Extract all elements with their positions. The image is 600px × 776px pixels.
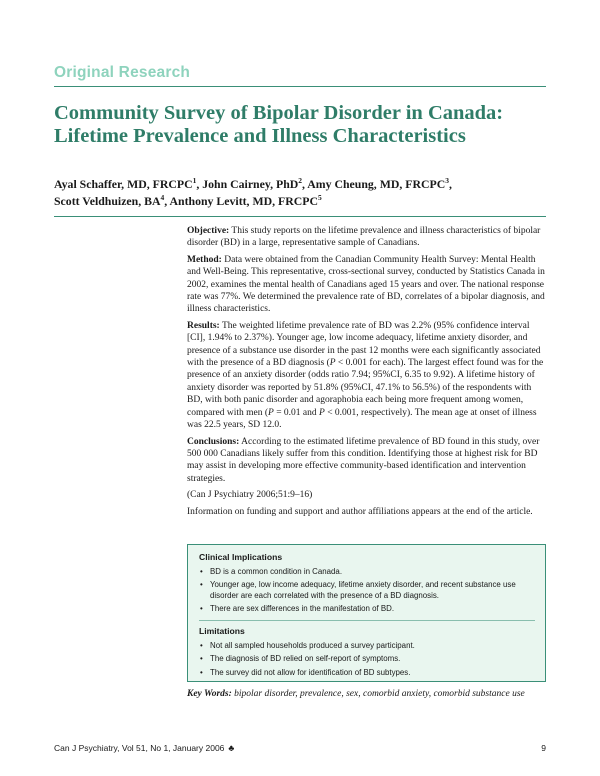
list-item-text: Not all sampled households produced a survey participant.: [210, 641, 415, 651]
section-divider: [54, 86, 546, 87]
list-item-text: There are sex differences in the manifestation of BD.: [210, 603, 395, 613]
bullet-icon: •: [200, 667, 203, 677]
clinical-implications-heading: Clinical Implications: [199, 552, 283, 562]
method-text: Data were obtained from the Canadian Community Health Survey: Mental Health and Well-Being. This representative, cross-sectional survey, conducted by Statistics Canada in 2002, examines the mental health of Canadians aged 15 years and over. The national response rate was 77%. We determined the prevalence rate of BD, correlates of a bipolar diagnosis, and illness characteristics.: [187, 254, 545, 315]
list-item: [199, 580, 535, 601]
abstract: [187, 225, 547, 522]
bullet-icon: •: [200, 567, 203, 576]
list-item-text: Younger age, low income adequacy, lifetime anxiety disorder, and recent substance use disorder are each correlated with the presence of a BD diagnosis.: [210, 580, 516, 600]
maple-leaf-icon: ♣: [228, 743, 235, 753]
limitations-heading: Limitations: [199, 626, 245, 637]
results-text: < 0.001 for each). The largest effect found was for the presence of an anxiety disorder (odds ratio 7.94; 95%CI, 6.35 to 9.92). A lifetime history of anxiety disorder was reported by 51.8% (95%CI, 47.1% to 56.5%) of the respondents with BD, with both panic disorder and agoraphobia each being more frequent among women, compared with men (: [187, 358, 544, 418]
author-list: [54, 176, 544, 210]
bullet-icon: •: [200, 580, 203, 590]
author-affiliation-mark: 3: [445, 176, 449, 185]
list-item: [199, 654, 535, 664]
results-text: = 0.01 and: [273, 407, 320, 418]
p-value-symbol: P: [319, 407, 325, 418]
key-words: [187, 689, 567, 699]
article-title: [54, 102, 554, 148]
p-value-symbol: P: [268, 407, 274, 418]
author-name: Ayal Schaffer, MD, FRCPC: [54, 177, 193, 191]
author-name: Anthony Levitt, MD, FRCPC: [169, 194, 318, 208]
results-text: < 0.001, respectively). The mean age at onset of illness was 22.5 years, SD 12.0.: [187, 407, 537, 431]
section-label: Original Research: [54, 64, 191, 81]
p-value-symbol: P: [329, 358, 336, 369]
author-name: Scott Veldhuizen, BA: [54, 194, 161, 208]
abstract-conclusions: [187, 436, 547, 486]
limitations-list: [199, 641, 535, 678]
list-item-text: The survey did not allow for identification of BD subtypes.: [210, 667, 411, 677]
abstract-objective: [187, 225, 547, 250]
page-number: 9: [541, 743, 546, 753]
author-name: John Cairney, PhD: [202, 177, 299, 191]
author-name: Amy Cheung, MD, FRCPC: [307, 177, 446, 191]
key-words-label: Key Words:: [187, 689, 232, 699]
author-separator: ,: [196, 177, 203, 191]
clinical-implications-list: [199, 567, 535, 614]
results-text: The weighted lifetime prevalence rate of BD was 2.2% (95% confidence interval [CI], 1.94% to 2.37%). Younger age, low income adequacy, lifetime anxiety disorder, and presence of a substance use disorder in the past 12 months were each significantly associated with the presence of a BD diagnosis (: [187, 320, 541, 369]
author-separator: ,: [164, 194, 170, 208]
journal-citation: Can J Psychiatry, Vol 51, No 1, January 2006: [54, 743, 225, 753]
key-words-text: bipolar disorder, prevalence, sex, comorbid anxiety, comorbid substance use: [231, 689, 525, 699]
list-item: [199, 567, 535, 577]
list-item: [199, 668, 535, 678]
author-affiliation-mark: 1: [192, 176, 197, 185]
conclusions-label: Conclusions:: [187, 436, 240, 447]
page-footer: [54, 743, 234, 753]
conclusions-text: According to the estimated lifetime prevalence of BD found in this study, over 500 000 Canadians likely suffer from this condition. Identifying those at highest risk for BD may assist in developing more effective community-based identification and intervention strategies.: [187, 436, 540, 484]
author-affiliation-mark: 2: [298, 176, 303, 185]
objective-text: This study reports on the lifetime prevalence and illness characteristics of bipolar disorder (BD) in a large, representative sample of Canadians.: [187, 226, 541, 249]
results-label: Results:: [187, 320, 220, 331]
bullet-icon: •: [200, 654, 203, 664]
title-line-2: Lifetime Prevalence and Illness Characteristics: [54, 125, 466, 147]
bullet-icon: •: [200, 641, 203, 651]
author-affiliation-mark: 4: [160, 193, 165, 202]
box-divider: [199, 620, 535, 621]
author-separator: ,: [302, 177, 308, 191]
list-item: [199, 604, 535, 614]
method-label: Method:: [187, 254, 222, 265]
abstract-results: [187, 320, 547, 432]
objective-label: Objective:: [187, 226, 230, 236]
list-item-text: BD is a common condition in Canada.: [210, 567, 343, 576]
list-item: [199, 641, 535, 651]
citation: (Can J Psychiatry 2006;51:9–16): [187, 490, 313, 501]
author-affiliation-mark: 5: [317, 193, 322, 202]
author-separator: ,: [448, 177, 452, 191]
title-line-1: Community Survey of Bipolar Disorder in Canada:: [54, 102, 504, 124]
abstract-method: [187, 254, 547, 316]
funding-note: Information on funding and support and author affiliations appears at the end of the article.: [187, 506, 533, 517]
bullet-icon: •: [200, 603, 203, 613]
clinical-implications-box: [187, 544, 546, 682]
list-item-text: The diagnosis of BD relied on self-report of symptoms.: [210, 654, 401, 664]
author-divider: [54, 216, 546, 217]
